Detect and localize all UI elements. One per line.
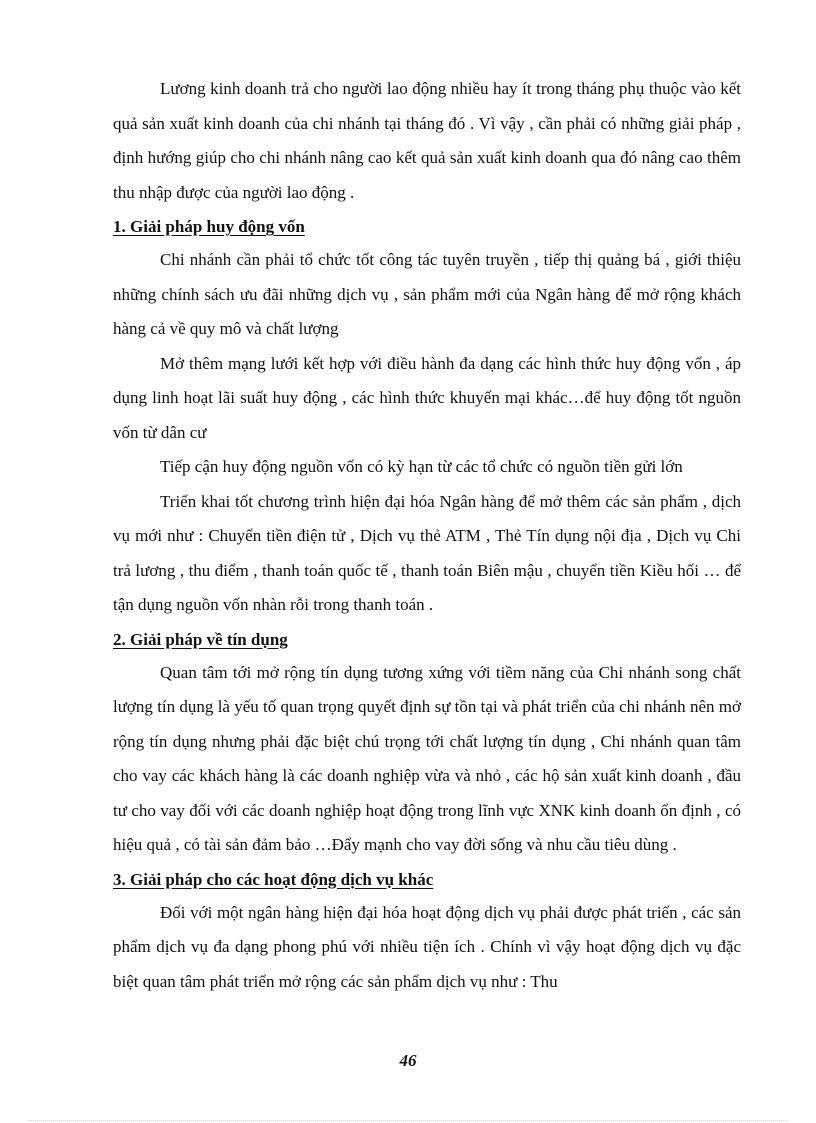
section-2-paragraph: Quan tâm tới mở rộng tín dụng tương xứng với tiềm năng của Chi nhánh song chất lượng tín dụng là yếu tố quan trọng quyết định sự tồn tại và phát triển của chi nhánh nên mở rộng tín dụng nhưng phải đặc biệt chú trọng tới chất lượng tín dụng , Chi nhánh quan tâm cho vay các khách hàng là các doanh nghiệp vừa và nhỏ , các hộ sản xuất kinh doanh , đầu tư cho vay đối với các doanh nghiệp hoạt động trong lĩnh vực XNK kinh doanh ổn định , có hiệu quả , có tài sản đảm bảo …Đẩy mạnh cho vay đời sống và nhu cầu tiêu dùng . bbox=[113, 662, 741, 854]
section-3-paragraph: Đối với một ngân hàng hiện đại hóa hoạt động dịch vụ phải được phát triển , các sản phẩm dịch vụ đa dạng phong phú với nhiều tiện ích . Chính vì vậy hoạt động dịch vụ đặc biệt quan tâm phát triển mở rộng các sản phẩm dịch vụ như : Thu bbox=[113, 902, 741, 991]
footer-divider bbox=[28, 1120, 788, 1121]
section-1-paragraph: Tiếp cận huy động nguồn vốn có kỳ hạn từ các tổ chức có nguồn tiền gửi lớn bbox=[160, 457, 683, 476]
section-3-heading: 3. Giải pháp cho các hoạt động dịch vụ khác bbox=[113, 869, 434, 889]
intro-paragraph: Lương kinh doanh trả cho người lao động nhiều hay ít trong tháng phụ thuộc vào kết quả sản xuất kinh doanh của chi nhánh tại tháng đó . Vì vậy , cần phải có những giải pháp , định hướng giúp cho chi nhánh nâng cao kết quả sản xuất kinh doanh qua đó nâng cao thêm thu nhập được của người lao động . bbox=[113, 79, 741, 202]
section-1-paragraph: Triển khai tốt chương trình hiện đại hóa Ngân hàng để mở thêm các sản phẩm , dịch vụ mới như : Chuyển tiền điện tử , Dịch vụ thẻ ATM , Thẻ Tín dụng nội địa , Dịch vụ Chi trả lương , thu điểm , thanh toán quốc tế , thanh toán Biên mậu , chuyển tiền Kiều hối … để tận dụng nguồn vốn nhàn rỗi trong thanh toán . bbox=[113, 491, 741, 614]
document-body bbox=[113, 72, 741, 999]
section-1-paragraph: Chi nhánh cần phải tổ chức tốt công tác tuyên truyền , tiếp thị quảng bá , giới thiệu những chính sách ưu đãi những dịch vụ , sản phẩm mới của Ngân hàng để mở rộng khách hàng cả về quy mô và chất lượng bbox=[113, 250, 741, 338]
section-2-heading: 2. Giải pháp về tín dụng bbox=[113, 629, 288, 649]
section-1-heading: 1. Giải pháp huy động vốn bbox=[113, 217, 305, 236]
section-1-paragraph: Mở thêm mạng lưới kết hợp với điều hành đa dạng các hình thức huy động vốn , áp dụng linh hoạt lãi suất huy động , các hình thức khuyến mại khác…để huy động tốt nguồn vốn từ dân cư bbox=[113, 353, 741, 442]
page-number: 46 bbox=[399, 1051, 417, 1070]
